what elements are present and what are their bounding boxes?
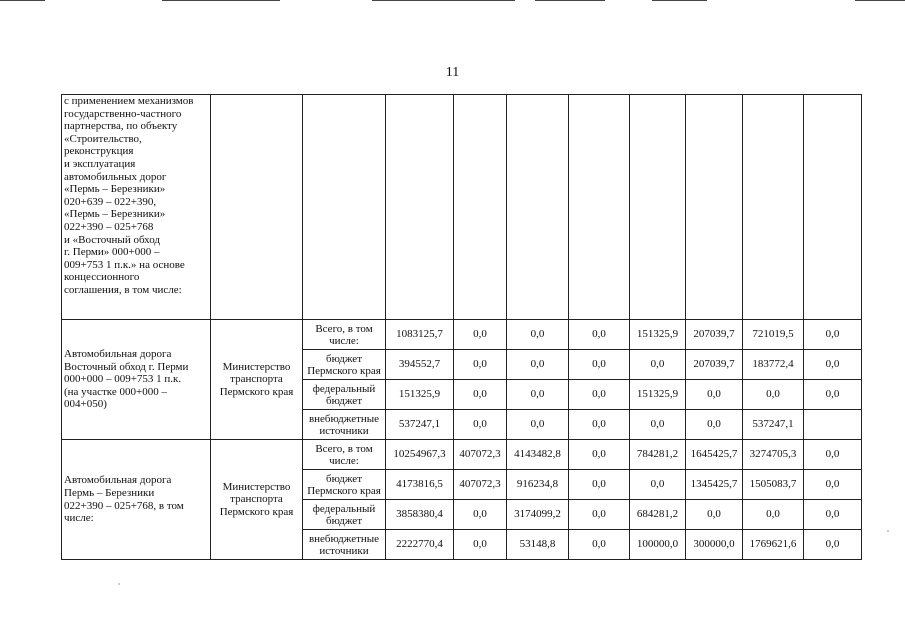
amount-cell: 3858380,4	[386, 500, 454, 530]
amount-cell: 0,0	[686, 380, 743, 410]
amount-cell: 151325,9	[386, 380, 454, 410]
amount-cell: 183772,4	[743, 350, 804, 380]
amount-cell: 0,0	[454, 530, 507, 560]
header-rule-4	[535, 0, 605, 1]
executor: Министерство транспорта Пермского края	[211, 440, 303, 560]
empty-cell	[743, 95, 804, 320]
amount-cell: 1345425,7	[686, 470, 743, 500]
object-description: с применением механизмов государственно-частного партнерства, по объекту «Строительство, реконструкция и эксплуатация автомобильных дорог «Пермь – Березники» 020+639 – 022+390, «Пермь – Березники» 022+390 – 025+768 и «Восточный обход г. Перми» 000+000 – 009+753 1 п.к.» на основе концессионного соглашения, в том числе:	[62, 95, 211, 320]
funding-source: федеральный бюджет	[303, 380, 386, 410]
funding-source: внебюджетные источники	[303, 410, 386, 440]
amount-cell: 0,0	[804, 320, 862, 350]
amount-cell: 1769621,6	[743, 530, 804, 560]
amount-cell: 2222770,4	[386, 530, 454, 560]
amount-cell: 0,0	[804, 440, 862, 470]
funding-table	[61, 94, 862, 560]
amount-cell: 0,0	[630, 470, 686, 500]
amount-cell: 0,0	[743, 500, 804, 530]
amount-cell: 407072,3	[454, 440, 507, 470]
amount-cell: 0,0	[454, 500, 507, 530]
table-row	[62, 95, 862, 320]
funding-source: бюджет Пермского края	[303, 470, 386, 500]
funding-source: Всего, в том числе:	[303, 440, 386, 470]
amount-cell: 0,0	[804, 350, 862, 380]
amount-cell: 0,0	[630, 350, 686, 380]
amount-cell: 207039,7	[686, 350, 743, 380]
amount-cell: 0,0	[804, 470, 862, 500]
amount-cell: 0,0	[454, 350, 507, 380]
amount-cell: 151325,9	[630, 320, 686, 350]
executor: Министерство транспорта Пермского края	[211, 320, 303, 440]
amount-cell: 0,0	[804, 380, 862, 410]
amount-cell: 1645425,7	[686, 440, 743, 470]
amount-cell: 207039,7	[686, 320, 743, 350]
amount-cell: 0,0	[454, 380, 507, 410]
amount-cell: 300000,0	[686, 530, 743, 560]
amount-cell: 0,0	[507, 350, 569, 380]
amount-cell: 0,0	[569, 470, 630, 500]
amount-cell: 151325,9	[630, 380, 686, 410]
empty-cell	[386, 95, 454, 320]
amount-cell: 100000,0	[630, 530, 686, 560]
table-row	[62, 440, 862, 470]
amount-cell: 1505083,7	[743, 470, 804, 500]
scan-speck	[118, 583, 120, 585]
empty-cell	[303, 95, 386, 320]
road-name: Автомобильная дорога Пермь – Березники 022+390 – 025+768, в том числе:	[62, 440, 211, 560]
amount-cell: 0,0	[630, 410, 686, 440]
amount-cell: 721019,5	[743, 320, 804, 350]
amount-cell: 0,0	[569, 320, 630, 350]
amount-cell: 0,0	[569, 440, 630, 470]
amount-cell: 0,0	[569, 500, 630, 530]
amount-cell: 3174099,2	[507, 500, 569, 530]
header-rule-3	[372, 0, 515, 1]
empty-cell	[804, 95, 862, 320]
amount-cell: 3274705,3	[743, 440, 804, 470]
amount-cell: 916234,8	[507, 470, 569, 500]
amount-cell: 10254967,3	[386, 440, 454, 470]
amount-cell: 784281,2	[630, 440, 686, 470]
amount-cell: 0,0	[804, 530, 862, 560]
amount-cell: 0,0	[686, 500, 743, 530]
amount-cell	[804, 410, 862, 440]
amount-cell: 0,0	[569, 530, 630, 560]
header-rule-1	[0, 0, 45, 1]
amount-cell: 407072,3	[454, 470, 507, 500]
amount-cell: 0,0	[507, 320, 569, 350]
amount-cell: 0,0	[686, 410, 743, 440]
amount-cell: 537247,1	[386, 410, 454, 440]
amount-cell: 684281,2	[630, 500, 686, 530]
empty-cell	[211, 95, 303, 320]
funding-source: Всего, в том числе:	[303, 320, 386, 350]
amount-cell: 1083125,7	[386, 320, 454, 350]
road-name: Автомобильная дорога Восточный обход г. Перми 000+000 – 009+753 1 п.к. (на участке 000+000 – 004+050)	[62, 320, 211, 440]
empty-cell	[569, 95, 630, 320]
scan-speck	[887, 530, 889, 532]
amount-cell: 0,0	[569, 380, 630, 410]
page-number: 11	[445, 65, 460, 80]
amount-cell: 537247,1	[743, 410, 804, 440]
empty-cell	[630, 95, 686, 320]
header-rule-2	[162, 0, 280, 1]
funding-source: внебюджетные источники	[303, 530, 386, 560]
header-rule-6	[855, 0, 905, 1]
table-row	[62, 320, 862, 350]
amount-cell: 0,0	[569, 350, 630, 380]
amount-cell: 4143482,8	[507, 440, 569, 470]
amount-cell: 0,0	[507, 380, 569, 410]
funding-source: федеральный бюджет	[303, 500, 386, 530]
amount-cell: 4173816,5	[386, 470, 454, 500]
empty-cell	[507, 95, 569, 320]
empty-cell	[454, 95, 507, 320]
empty-cell	[686, 95, 743, 320]
amount-cell: 0,0	[743, 380, 804, 410]
funding-source: бюджет Пермского края	[303, 350, 386, 380]
amount-cell: 394552,7	[386, 350, 454, 380]
header-rule-5	[652, 0, 707, 1]
amount-cell: 0,0	[804, 500, 862, 530]
amount-cell: 0,0	[454, 320, 507, 350]
amount-cell: 53148,8	[507, 530, 569, 560]
amount-cell: 0,0	[454, 410, 507, 440]
amount-cell: 0,0	[569, 410, 630, 440]
amount-cell: 0,0	[507, 410, 569, 440]
